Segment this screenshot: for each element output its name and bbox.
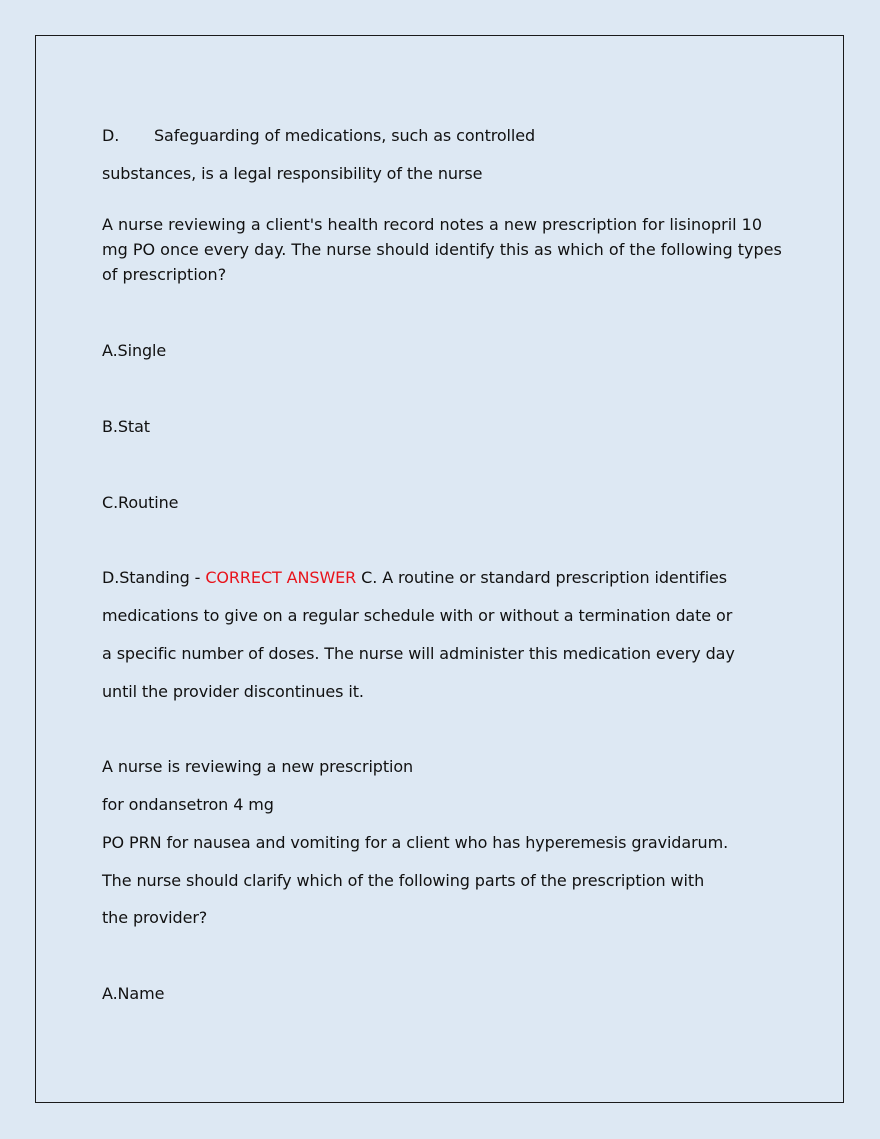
question1-option-d-answer — [102, 568, 727, 587]
prev-option-d-line2: substances, is a legal responsibility of the nurse — [102, 164, 483, 183]
question1-option-a: A.Single — [102, 341, 167, 360]
rationale-line2: medications to give on a regular schedule with or without a termination date or — [102, 606, 733, 625]
correct-answer-label: CORRECT ANSWER — [205, 568, 357, 587]
question1-stem: A nurse reviewing a client's health record notes a new prescription for lisinopril 10 mg PO once every day. The nurse should identify this as which of the following types of prescription? — [102, 215, 782, 284]
question2-stem-line1: A nurse is reviewing a new prescription — [102, 757, 414, 776]
question2-stem-line4: The nurse should clarify which of the following parts of the prescription with — [102, 871, 705, 890]
question1-option-b: B.Stat — [102, 417, 150, 436]
question2-stem-line2: for ondansetron 4 mg — [102, 795, 274, 814]
prev-option-d-letter: D. — [102, 126, 120, 145]
question2-option-a: A.Name — [102, 984, 165, 1003]
question2-stem-line3: PO PRN for nausea and vomiting for a client who has hyperemesis gravidarum. — [102, 833, 729, 852]
question1-option-c: C.Routine — [102, 493, 179, 512]
prev-option-d-text: Safeguarding of medications, such as controlled — [154, 126, 536, 145]
prev-option-d-line1 — [102, 126, 535, 145]
question2-stem-line5: the provider? — [102, 908, 208, 927]
rationale-line3: a specific number of doses. The nurse will administer this medication every day — [102, 644, 735, 663]
question1-option-d: D.Standing - — [102, 568, 206, 587]
rationale-line4: until the provider discontinues it. — [102, 682, 364, 701]
rationale-line1: C. A routine or standard prescription identifies — [356, 568, 728, 587]
